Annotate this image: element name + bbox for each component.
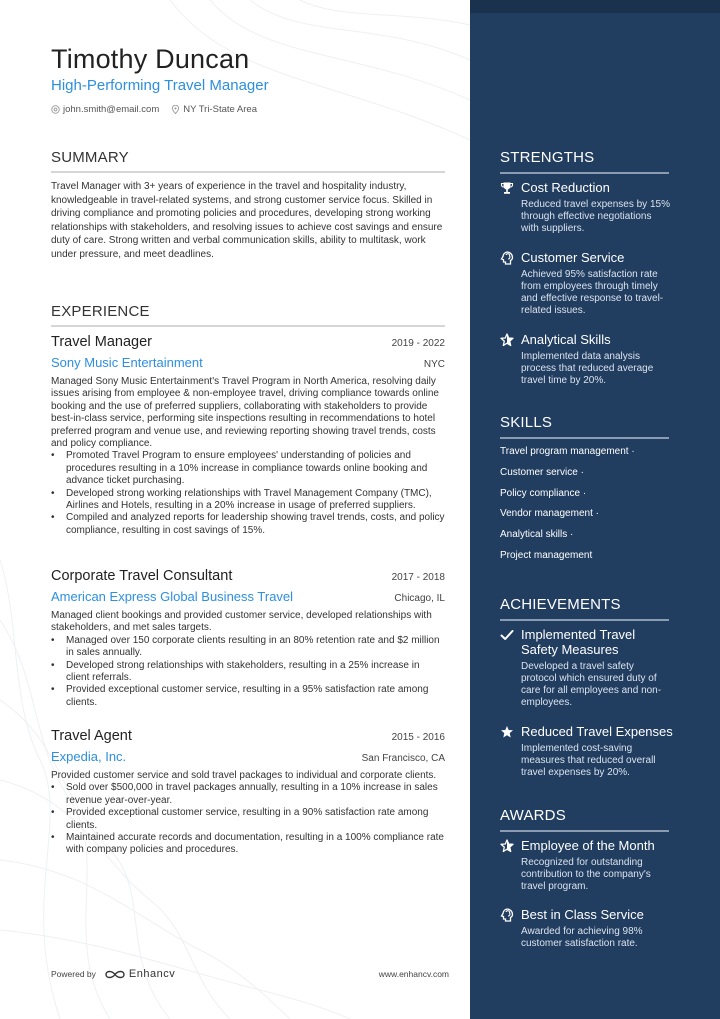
skill-item: Vendor management · bbox=[500, 508, 599, 520]
job-dates: 2019 - 2022 bbox=[391, 338, 445, 349]
award-title: Best in Class Service bbox=[521, 907, 644, 922]
job-bullets bbox=[51, 450, 445, 537]
job-location: Chicago, IL bbox=[394, 593, 445, 604]
job-bullet: • Managed over 150 corporate clients resulting in an 80% retention rate and $2 million in sales annually. bbox=[51, 635, 445, 660]
achievement-text: Implemented cost-saving measures that reduced overall travel expenses by 20%. bbox=[521, 743, 656, 778]
strength-item bbox=[500, 180, 680, 235]
trophy-icon bbox=[500, 181, 514, 195]
star-outline-icon bbox=[500, 333, 514, 347]
job-bullets bbox=[51, 635, 445, 709]
skills-list bbox=[500, 445, 700, 570]
job-location: San Francisco, CA bbox=[361, 753, 445, 764]
award-text: Recognized for outstanding contribution to the company's travel program. bbox=[521, 857, 651, 892]
skills-heading: SKILLS bbox=[500, 414, 669, 439]
achievement-text: Developed a travel safety protocol which ensured duty of care for all employees and non-employees. bbox=[521, 661, 662, 708]
award-title: Employee of the Month bbox=[521, 838, 655, 853]
job-dates: 2017 - 2018 bbox=[391, 572, 445, 583]
job-title: Travel Manager bbox=[51, 334, 153, 350]
website-link[interactable]: www.enhancv.com bbox=[378, 969, 449, 979]
candidate-title: High-Performing Travel Manager bbox=[51, 77, 269, 94]
star-outline-icon bbox=[500, 839, 514, 853]
job-bullet: • Provided exceptional customer service, resulting in a 95% satisfaction rate among clients. bbox=[51, 684, 445, 709]
job-title: Corporate Travel Consultant bbox=[51, 568, 233, 584]
check-icon bbox=[500, 628, 514, 642]
job-company: American Express Global Business Travel bbox=[51, 589, 294, 604]
job-bullet: • Provided exceptional customer service, resulting in a 90% satisfaction rate among clients. bbox=[51, 807, 445, 832]
sidebar bbox=[470, 0, 720, 1019]
skill-item: Policy compliance · bbox=[500, 487, 587, 499]
at-icon bbox=[51, 105, 60, 114]
contact-location bbox=[171, 104, 257, 115]
strength-text: Reduced travel expenses by 15% through effective negotiations with suppliers. bbox=[521, 199, 670, 234]
job-description: Managed Sony Music Entertainment's Travel Program in North America, resolving daily issues arising from employee & non-employee travel, driving compliance towards online booking and the use of preferred suppliers, collaborating with stakeholders to provide best-in-class service, performing site inspections resulting in recommendations to hotel preferred program and venue use, and reviewing reporting showing travel trends, costs and policy compliance. bbox=[51, 376, 439, 450]
achievements-heading: ACHIEVEMENTS bbox=[500, 596, 669, 621]
candidate-name: Timothy Duncan bbox=[51, 44, 250, 74]
achievement-item bbox=[500, 627, 680, 709]
award-text: Awarded for achieving 98% customer satisfaction rate. bbox=[521, 926, 643, 949]
brand-name: Enhancv bbox=[128, 968, 176, 980]
achievement-item bbox=[500, 724, 680, 779]
award-item bbox=[500, 838, 680, 893]
head-brain-icon bbox=[500, 251, 514, 265]
job-location: NYC bbox=[423, 359, 445, 370]
powered-by bbox=[51, 968, 175, 980]
strength-title: Customer Service bbox=[521, 250, 625, 265]
sidebar-top-band bbox=[470, 0, 720, 13]
strength-text: Achieved 95% satisfaction rate from employees through timely and effective response to travel-related issues. bbox=[521, 269, 664, 316]
skill-item: Analytical skills · bbox=[500, 529, 574, 541]
enhancv-logo-icon bbox=[104, 969, 126, 980]
job-bullet: • Compiled and analyzed reports for leadership showing travel trends, costs, and policy compliance, resulting in cost savings of 15%. bbox=[51, 512, 445, 537]
strength-item bbox=[500, 332, 680, 387]
contact-email[interactable] bbox=[51, 104, 159, 115]
job-dates: 2015 - 2016 bbox=[391, 732, 445, 743]
job-entry bbox=[51, 568, 445, 709]
enhancv-logo[interactable] bbox=[104, 968, 175, 980]
job-bullet: • Developed strong relationships with stakeholders, resulting in a 25% increase in client referrals. bbox=[51, 660, 445, 685]
contact-info bbox=[51, 104, 257, 115]
award-item bbox=[500, 907, 680, 950]
job-bullet: • Promoted Travel Program to ensure employees' understanding of policies and procedures resulting in a 10% increase in compliance towards online booking and advance ticket purchasing. bbox=[51, 450, 445, 487]
powered-by-label: Powered by bbox=[51, 969, 96, 979]
experience-heading: EXPERIENCE bbox=[51, 303, 445, 327]
job-entry bbox=[51, 334, 445, 537]
location-text: NY Tri-State Area bbox=[183, 104, 257, 115]
job-description: Managed client bookings and provided customer service, developed relationships with stakeholders, and met sales targets. bbox=[51, 610, 432, 634]
main-column bbox=[51, 0, 449, 1019]
job-bullet: • Developed strong working relationships with Travel Management Company (TMC), Airlines and Hotels, resulting in a 20% increase in usage of preferred suppliers. bbox=[51, 488, 445, 513]
job-entry bbox=[51, 728, 445, 857]
skill-item: Customer service · bbox=[500, 466, 584, 478]
achievement-title: Reduced Travel Expenses bbox=[521, 724, 673, 739]
achievement-title: Implemented Travel Safety Measures bbox=[521, 627, 636, 657]
email-text: john.smith@email.com bbox=[63, 104, 160, 115]
strength-title: Analytical Skills bbox=[521, 332, 611, 347]
job-company: Sony Music Entertainment bbox=[51, 355, 203, 370]
strength-item bbox=[500, 250, 680, 317]
job-company: Expedia, Inc. bbox=[51, 749, 127, 764]
job-title: Travel Agent bbox=[51, 728, 132, 744]
job-description: Provided customer service and sold travel packages to individual and corporate clients. bbox=[51, 770, 437, 781]
awards-heading: AWARDS bbox=[500, 807, 669, 832]
head-brain-icon bbox=[500, 908, 514, 922]
skill-item: Travel program management · bbox=[500, 446, 635, 457]
job-bullet: • Sold over $500,000 in travel packages annually, resulting in a 10% increase in sales revenue year-over-year. bbox=[51, 782, 445, 807]
job-bullets bbox=[51, 782, 445, 856]
summary-heading: SUMMARY bbox=[51, 149, 445, 173]
job-bullet: • Maintained accurate records and documentation, resulting in a 100% compliance rate with company policies and procedures. bbox=[51, 832, 445, 857]
skill-item: Project management bbox=[500, 549, 593, 561]
strengths-heading: STRENGTHS bbox=[500, 149, 669, 174]
strength-text: Implemented data analysis process that reduced average travel time by 20%. bbox=[521, 351, 654, 386]
summary-text: Travel Manager with 3+ years of experience in the travel and hospitality industry, knowledgeable in travel-related systems, and strong customer service focus. Skilled in driving compliance and promoting policies and procedures, developing strong working relationships with stakeholders, and resolving issues to achieve cost savings and ensure duty of care. Strong written and verbal communication skills, ability to multitask, work under pressure, and meet deadlines. bbox=[51, 181, 443, 260]
location-pin-icon bbox=[171, 105, 180, 114]
strength-title: Cost Reduction bbox=[521, 180, 610, 195]
footer bbox=[51, 968, 449, 980]
star-filled-icon bbox=[500, 725, 514, 739]
